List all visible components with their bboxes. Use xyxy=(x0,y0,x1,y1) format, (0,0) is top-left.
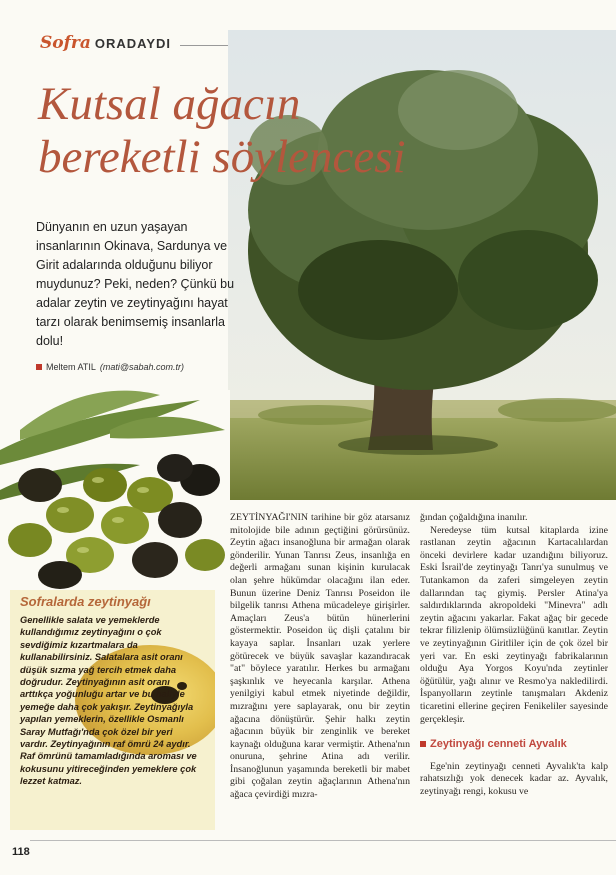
intro-paragraph: Dünyanın en uzun yaşayan insanlarının Okinava, Sardunya ve Girit adalarında olduğunu biliyor muydunuz? Peki, neden? Çünkü bu adalar zeytin ve zeytinyağını hayat tarzı olarak benimsemiş insanlarla dolu! xyxy=(36,220,235,348)
footer-rule xyxy=(30,840,616,841)
bullet-square-icon xyxy=(36,364,42,370)
article-column-2 xyxy=(420,512,608,798)
section-label: ORADAYDI xyxy=(94,36,172,51)
olives-image xyxy=(0,390,230,590)
subheading xyxy=(420,738,608,751)
author-name: Meltem ATIL xyxy=(46,362,96,372)
title-line-2: bereketli söylencesi xyxy=(38,131,406,183)
article-column-1: ZEYTİNYAĞI'NIN tarihine bir göz atarsanız mitolojide bile adının geçtiğini görürsünüz. Zeytin ağacı insanoğluna bir armağan olarak gönderilir. Yunan Tanrısı Zeus, insanlığa en değerli armağanı sunan kişinin kurulacak olan şehre hükümdar olacağını ilan eder. Bunun üzerine Deniz Tanrısı Poseidon ile bilgelik tanrısı Athena mücadeleye girişirler. Amaçları Zeus'a bütün hünerlerini göstermektir. Poseidon üç dişli çatalını bir kayaya saplar. İnsanları uzak yerlere götürecek ve büyük savaşlar kazandıracak "at" böylece yaratılır. Herkes bu armağanı şaşkınlık ve heyecanla karşılar. Athena yenilgiyi kabul etmek niyetinde değildir, mızrağını yere saplayarak, onu bir zeytin ağacına dönüştürür. Şehir halkı zeytin ağacının büyük bir zenginlik ve bereket kaynağı olduğuna karar vermiştir. Athena'nın onuruna, şehrine Atina adı verilir. İnsanoğlunun yaşamında bereketli bir mabet gibi çoğalan zeytin ağaçlarının Athena'nın ağaca çevirdiği mızra- xyxy=(230,512,410,801)
page-number: 118 xyxy=(12,846,30,858)
column-2-paragraph-2: Neredeyse tüm kutsal kitaplarda izine rastlanan zeytin ağacının Kartacalılardan önceki devirlere kadar uzandığını biliyoruz. Eski İsrail'de zeytinyağı Tanrı'ya sunulmuş ve Tutankamon da zaferi simgeleyen zeytin dallarından taç giymiş. Persler Atina'ya saldırdıklarında akropoldeki "Minevra" adlı zeytin ağacını yakarlar. Fakat ağaç bir gecede tekrar filizlenip ölümsüzlüğünü kanıtlar. Zeytin ve zeytinyağının Giritliler için de çok özel bir yeri var. En eski zeytinyağı fabrikalarının olduğu Aya Yorgos Koyu'nda zeytinler öğütülür, yağı alınır ve Resmo'ya nakledilirdi. İspanyolların zeytinle tanışmaları Akdeniz ticaretini ellerine geçiren Fenikeliler sayesinde gerçekleşir. xyxy=(420,524,608,725)
article-title xyxy=(38,78,458,184)
column-2-paragraph-3: Ege'nin zeytinyağı cenneti Ayvalık'ta kalp rahatsızlığı yok denecek kadar az. Ayvalık, zeytinyağı rengi, kokusu ve xyxy=(420,760,608,797)
author-line xyxy=(36,362,236,372)
bullet-square-icon xyxy=(420,741,426,747)
page-header xyxy=(40,33,171,53)
subheading-text: Zeytinyağı cenneti Ayvalık xyxy=(430,738,567,751)
sidebar-text: Genellikle salata ve yemeklerde kullandığımız zeytinyağını o çok sevdiğimiz kızartmalara da kullanabilirsiniz. Salatalara asit oranı düşük sızma yağ tercih etmek daha doğrudur. Zeytinyağının asit oranı arttıkça yoğunluğu artar ve bu haliyle yemeğe daha çok yakışır. Zeytinyağıyla yapılan yemeklerin, özellikle Osmanlı Saray Mutfağı'nda çok özel bir yeri vardır. Zeytinyağının raf ömrü 24 aydır. Raf ömrünü tamamladığında aroması ve kokusunu yitireceğinden yemeklere çok lezzet katmaz. xyxy=(20,615,197,787)
title-line-1: Kutsal ağacın xyxy=(38,78,301,130)
brand-logo: Sofra xyxy=(40,33,91,53)
author-email: (mati@sabah.com.tr) xyxy=(99,362,185,372)
column-2-paragraph-1: ğından çoğaldığına inanılır. xyxy=(420,512,528,523)
sidebar-title: Sofralarda zeytinyağı xyxy=(20,594,151,609)
